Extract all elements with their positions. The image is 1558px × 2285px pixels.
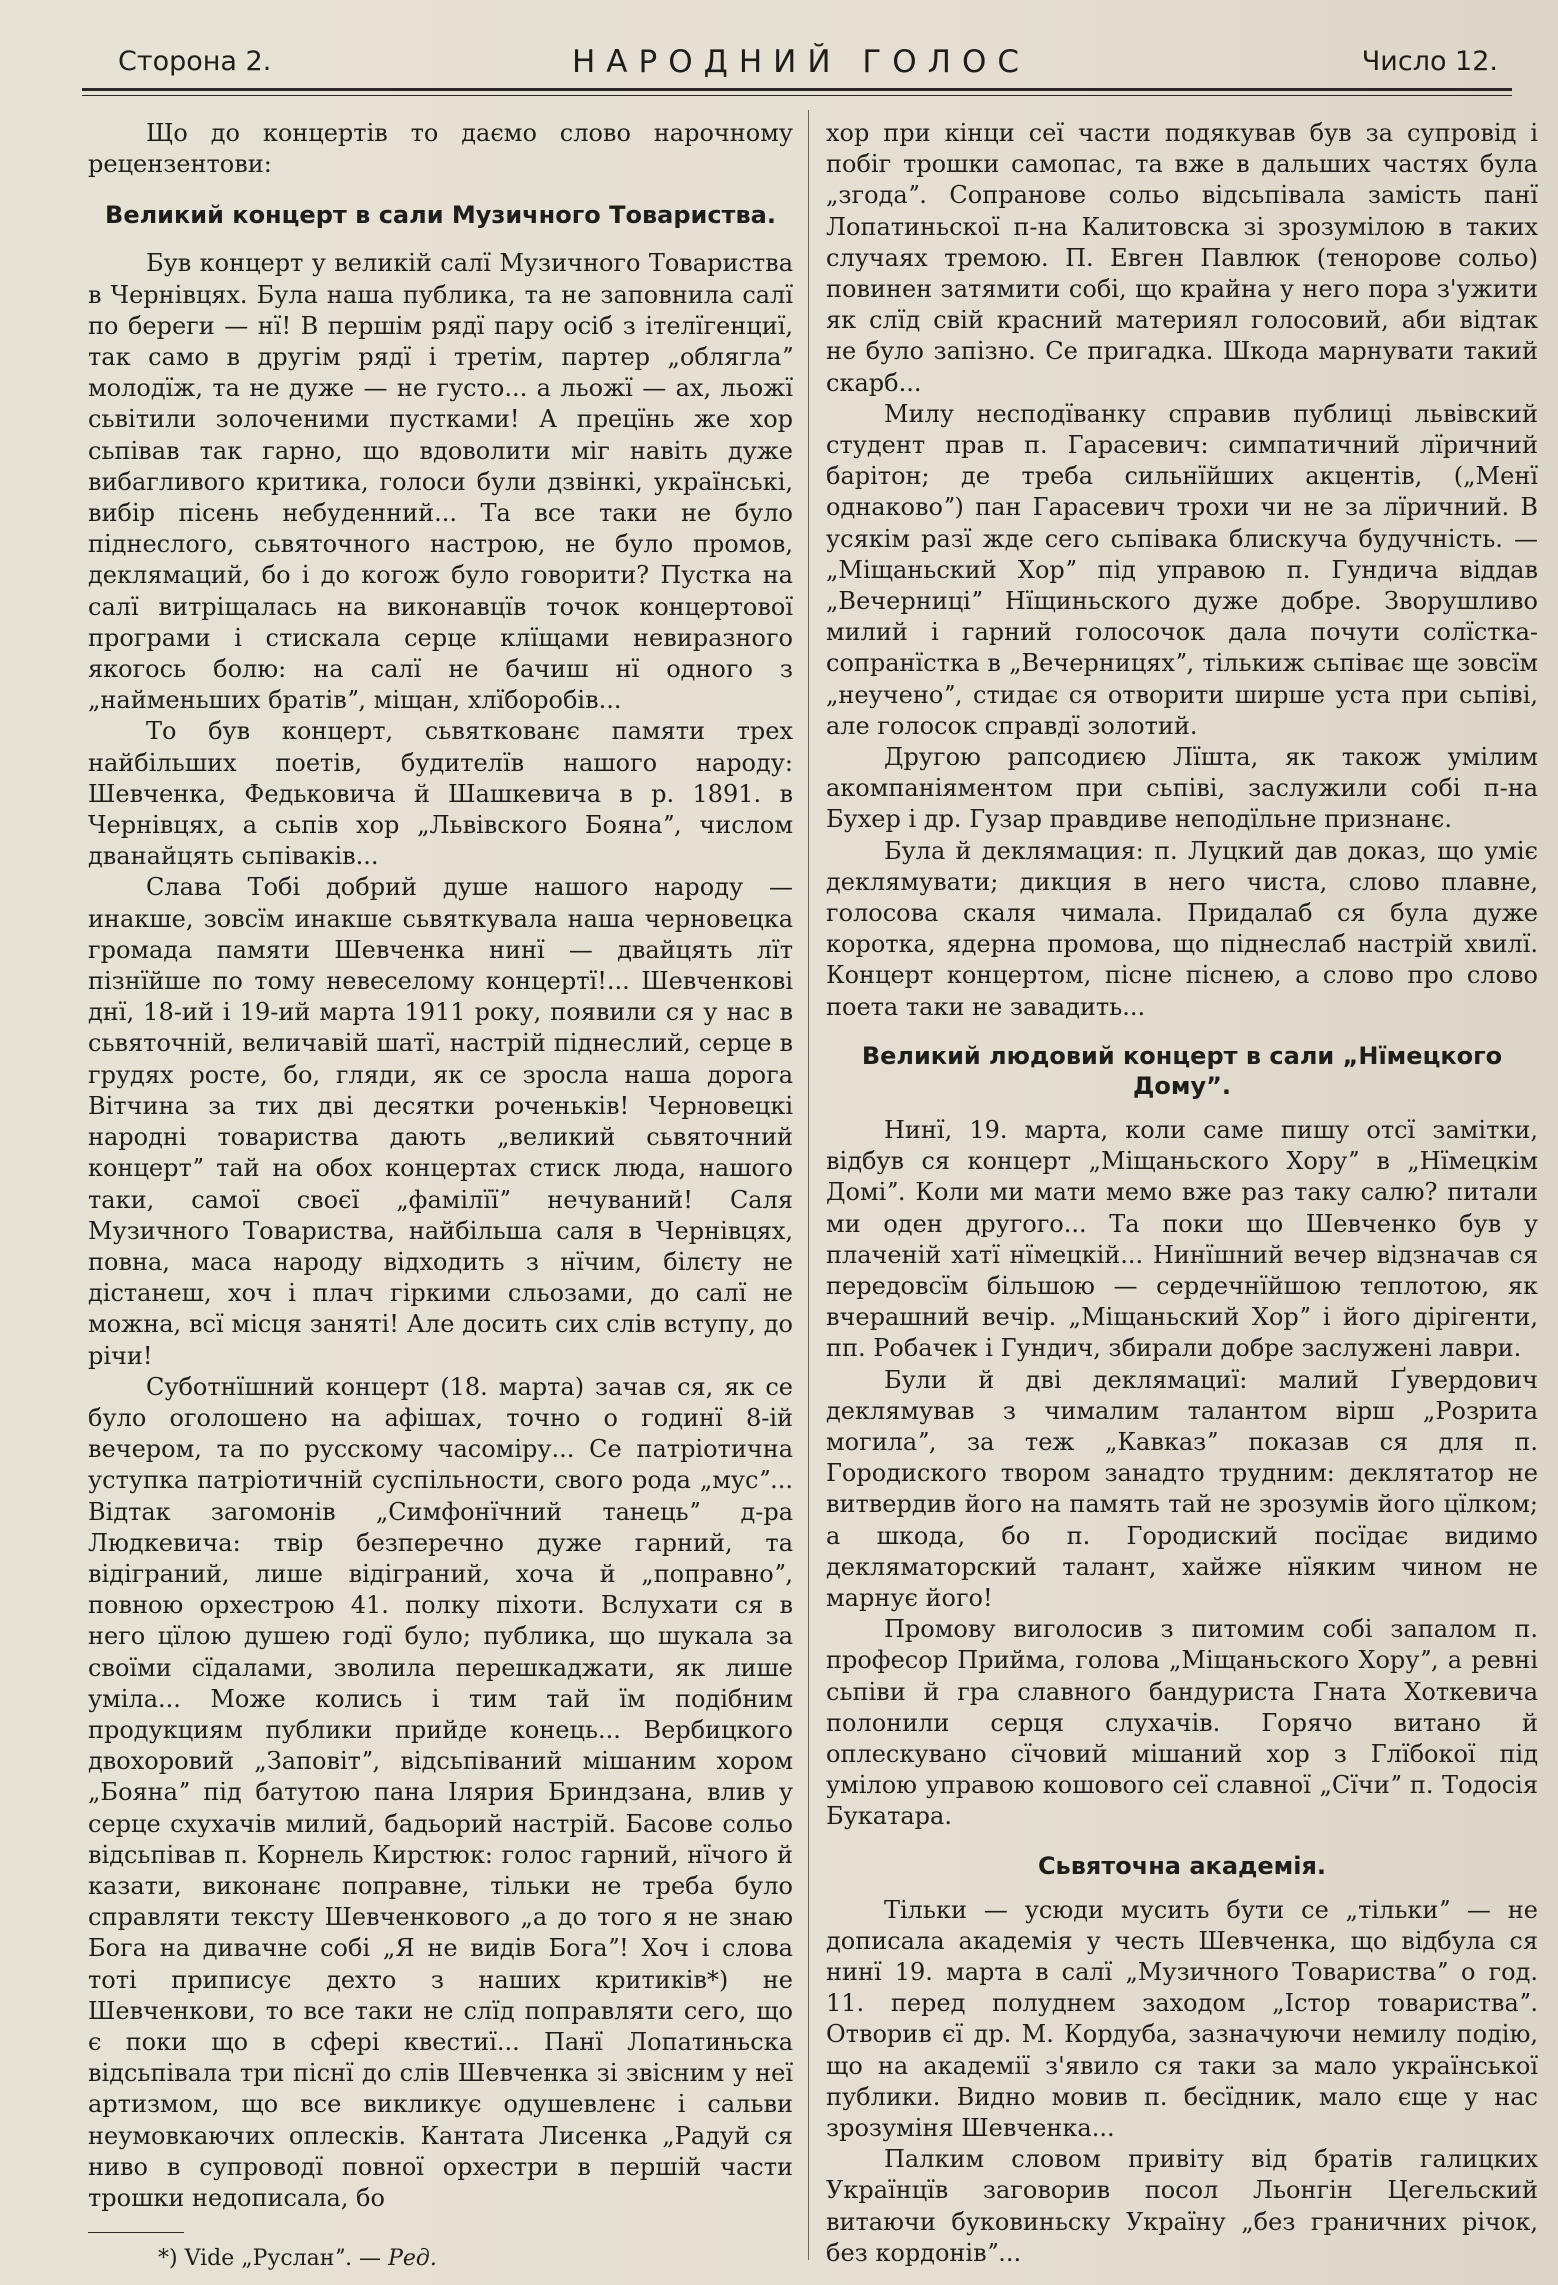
footnote: [88, 2245, 793, 2273]
header-rule-thin: [82, 95, 1512, 96]
paragraph: Суботнїшний концерт (18. марта) зачав ся, як се було оголошено на афішах, точно о годинї 8-ій вечером, та по русскому часоміру... Се патріотична уступка патріотичній суспільности, свого рода „мусˮ... Відтак загомонів „Симфонїчний танецьˮ д-ра Людкевича: твір безперечно дуже гарний, та відіграний, лише відіграний, хоча й „поправноˮ, повною орхестрою 41. полку піхоти. Вслухати ся в него цїлою душею годї було; публика, що шукала за своїми сїдалами, зволила перешкаджати, як лише уміла... Може колись і тим тай їм подібним продукциям публики прийде конець... Вербицкого двохоровий „Заповітˮ, відсьпіваний мішаним хором „Боянаˮ під батутою пана Ілярия Бриндзана, влив у серце схухачів милий, бадьорий настрій. Басове сольо відсьпівав п. Корнель Кирстюк: голос гарний, нїчого й казати, виконанє поправне, тільки не треба було справляти тексту Шевченкового „а до того я не знаю Бога на дивачне собі „Я не видів Богаˮ! Хоч і слова тоті приписує дехто з наших критиків*) не Шевченкови, то все таки не слїд поправляти сего, що є поки що в сфері квестиї... Панї Лопатиньска відсьпівала три піснї до слів Шевченка зі звісним у неї артизмом, що все викликує одушевленє і сальви неумовкаючих оплесків. Кантата Лисенка „Радуй ся ниво в супроводї повної орхестри в першій части трошки недописала, бо: [88, 1372, 793, 2212]
intro-paragraph: Що до концертів то даємо слово нарочному рецензентови:: [88, 119, 793, 179]
footnote-rule: [88, 2232, 184, 2233]
paragraph: Слава Тобі добрий душе нашого народу — инакше, зовсїм инакше сьвяткувала наша черновецка громада памяти Шевченка нинї — двайцять лїт пізнїйше по тому невеселому концертї!... Шевченкові днї, 18-ий і 19-ий марта 1911 року, появили ся у нас в сьвяточній, величавій шатї, настрій піднеслий, серце в грудях росте, бо, гляди, як се зросла наша дорога Вітчина за тих дві десятки роченьків! Черновецкі народні товариства дають „великий сьвяточний концертˮ тай на обох концертах стиск люда, нашого таки, самої своєї „фамілїїˮ нечуваний! Саля Музичного Товариства, найбільша саля в Чернівцях, повна, маса народу відходить з нїчим, білєту не дістанеш, хоч і плач гіркими сльозами, до салї не можна, всї місця заняті! Але досить сих слів вступу, до річи!: [88, 873, 793, 1370]
paragraph: Промову виголосив з питомим собі запалом п. професор Прийма, голова „Міщаньского Хоруˮ, а ревні сьпіви й гра славного бандуриста Гната Хоткевича полонили серця слухачів. Горячо витано й оплескувано сїчовий мішаний хор з Глїбокої під умілою управою кошового сеї славної „Сїчиˮ п. Тодосія Букатара.: [826, 1615, 1538, 1831]
footnote-text: *) Vide „Русланˮ. —: [158, 2246, 382, 2272]
page-header: [82, 38, 1512, 92]
paragraph: Палким словом привіту від братів галицких Українцїв заговорив посол Льонгін Цегельский витаючи буковиньску Україну „без граничних річок, без кордонівˮ...: [826, 2145, 1538, 2267]
left-column: [88, 118, 793, 2273]
footnote-editor: Ред.: [388, 2246, 437, 2272]
article-heading-music-society: Великий концерт в сали Музичного Товариства.: [105, 201, 776, 230]
header-rule-thick: [82, 88, 1512, 91]
paragraph: То був концерт, сьвяткованє памяти трех найбільших поетів, будителїв нашого народу: Шевченка, Федьковича й Шашкевича в р. 1891. в Чернівцях, а сьпів хор „Львівского Боянаˮ, числом дванайцять сьпіваків...: [88, 717, 793, 871]
paragraph: Були й дві деклямациї: малий Ґувердович деклямував з чималим талантом вірш „Розрита могилаˮ, за теж „Кавказˮ показав ся для п. Городиского твором занадто трудним: деклятатор не витвердив його на память тай не зрозумів його цїлком; а шкода, бо п. Городиский посїдає видимо декляматорский талант, хайже нїяким чином не марнує його!: [826, 1365, 1538, 1612]
paragraph: Була й деклямация: п. Луцкий дав доказ, що уміє деклямувати; дикция в него чиста, слово плавне, голосова скаля чимала. Придалаб ся була дуже коротка, ядерна промова, що піднеслаб настрій хвилї. Концерт концертом, піснe піснею, а слово про слово поета таки не завадить...: [826, 836, 1538, 1021]
newspaper-title: НАРОДНИЙ ГОЛОС: [572, 44, 1031, 80]
paragraph: Нинї, 19. марта, коли саме пишу отсї замітки, відбув ся концерт „Міщаньского Хоруˮ в „Нїмецкім Доміˮ. Коли ми мати мемо вже раз таку салю? питали ми оден другого... Та поки що Шевченко був у плаченій хатї нїмецкій... Нинїшний вечер відзначав ся передовсїм більшою — сердечнїйшою теплотою, як вчерашний вечір. „Міщаньский Хорˮ і його дірігенти, пп. Робачек і Гундич, збирали добре заслужені лаври.: [826, 1115, 1538, 1363]
article-heading-academy: Сьвяточна академія.: [1037, 1851, 1327, 1880]
page-number: Сторона 2.: [118, 46, 272, 77]
article-heading-german-house: Великий людовий концерт в сали „Нїмецкого Домуˮ.: [861, 1041, 1503, 1100]
column-divider: [808, 110, 809, 2260]
right-column: [826, 118, 1538, 2269]
paragraph: Був концерт у великій салї Музичного Товариства в Чернівцях. Була наша публика, та не заповнила салї по береги — нї! В першім рядї пару осіб з ітелїгенциї, так само в другім рядї і третім, партер „обляглаˮ молодїж, та не дуже — не густо... а льожї — ах, льожї сьвітили золоченими пустками! А прецїнь же хор сьпівав так гарно, що вдоволити міг навіть дуже вибагливого критика, голоси були дзвінкі, українські, вибір пісень небуденний... Та все таки не було піднеслого, сьвяточного настрою, не було промов, деклямаций, бо і до когож було говорити? Пустка на салї витріщалась на виконавцїв точок концертової програми і стискала серце клїщами невиразного якогось болю: на салї не бачиш нї одного з „найменьших братівˮ, міщан, хлїборобів...: [88, 249, 793, 715]
paragraph: Тільки — усюди мусить бути се „тількиˮ — не дописала академія у честь Шевченка, що відбула ся нинї 19. марта в салї „Музичного Товаристваˮ о год. 11. перед полуднем заходом „Істор товаристваˮ. Отворив єї др. М. Кордуба, зазначуючи немилу подію, що на академії з'явило ся таки за мало української публики. Видно мовив п. бесїдник, мало єще у нас зрозуміня Шевченка...: [826, 1895, 1538, 2142]
paragraph: Другою рапсодиєю Лїшта, як також умілим акомпаніяментом при сьпіві, заслужили собі п-на Бухер і др. Гузар правдиве неподїльне признанє.: [826, 743, 1538, 834]
issue-number: Число 12.: [1361, 46, 1498, 77]
paragraph: Милу несподїванку справив публиці львівский студент прав п. Гарасевич: симпатичний лїричний барітон; де треба сильнїйших акцентів, („Менї однаковоˮ) пан Гарасевич трохи чи не за лїричний. В усякім разї жде сего сьпівака блискуча будучність. — „Міщаньский Хорˮ під управою п. Гундича віддав „Вечерниціˮ Нїщиньского дуже добре. Зворушливо милий і гарний голосочок дала почути солїстка-сопранїстка в „Вечерницяхˮ, тількиж сьпіває ще зовсїм „неученоˮ, стидає ся отворити ширше уста при сьпіві, але голосок справдї золотий.: [826, 399, 1538, 740]
paragraph: хор при кінци сеї части подякував був за супровід і побіг трошки самопас, та вже в дальших частях була „згодаˮ. Сопранове сольо відсьпівала замість панї Лопатиньскої п-на Калитовска зі зрозумілою в таких случаях тремою. П. Евген Павлюк (тенорове сольо) повинен затямити собі, що крайна у него пора з'ужити як слїд свій красний материял голосовий, аби відтак не було запізно. Се пригадка. Шкода марнувати такий скарб...: [826, 119, 1538, 397]
